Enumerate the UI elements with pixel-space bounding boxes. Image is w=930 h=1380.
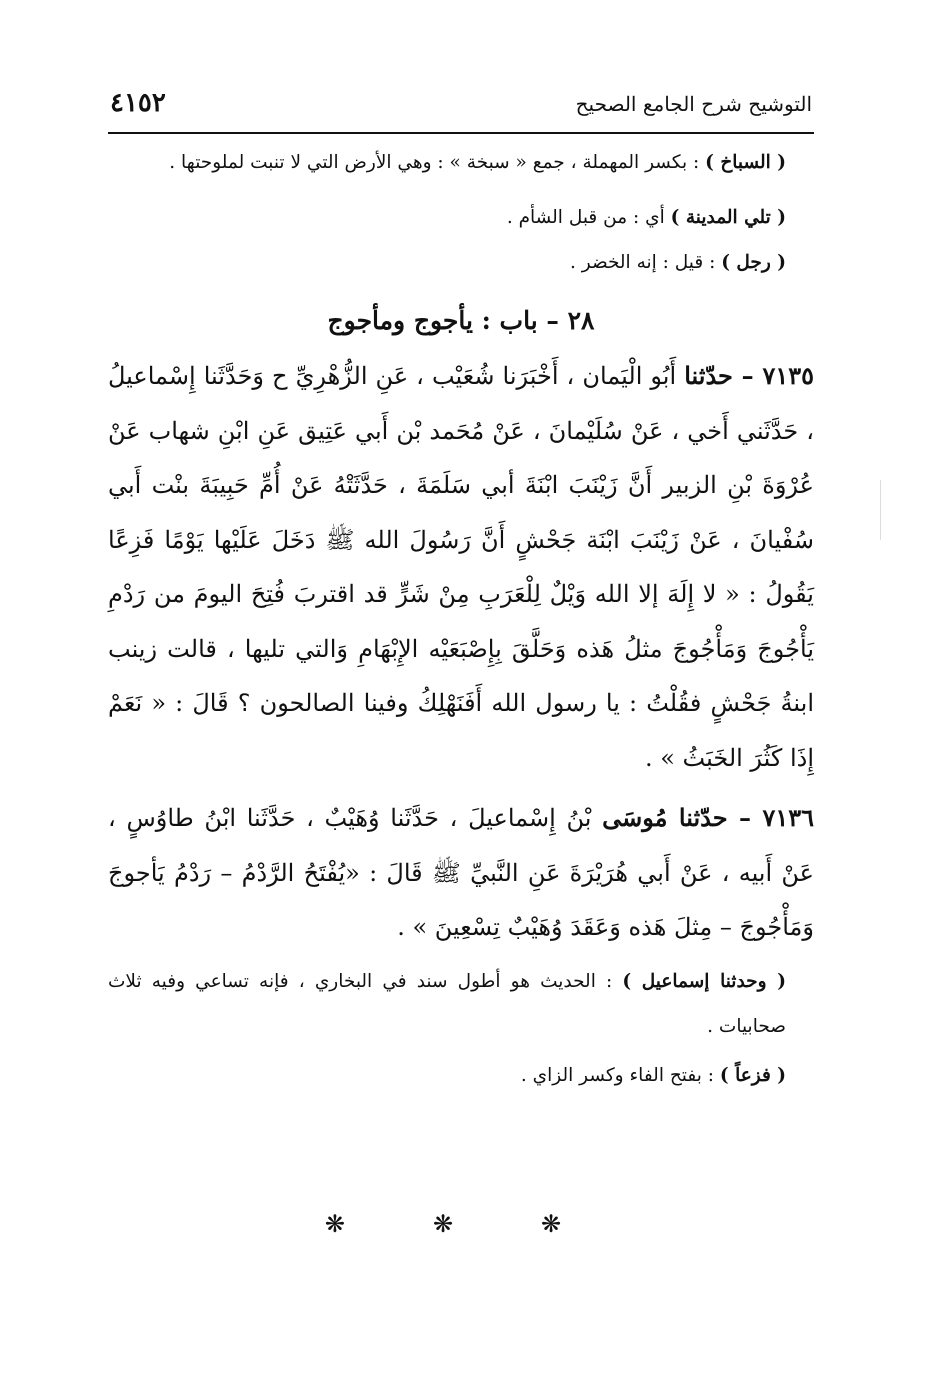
book-title: التوشيح شرح الجامع الصحيح: [575, 92, 812, 116]
hadith-number: ٧١٣٥: [762, 361, 814, 390]
note-fazian: [108, 1053, 814, 1098]
note-wa-haddathana-ismail: [108, 959, 814, 1049]
note-term: ( رجل ): [721, 252, 786, 273]
hadith-lead: – حدّثنا مُوسَى: [602, 803, 763, 832]
note-text: : الحديث هو أطول سند في البخاري ، فإنه تساعي وفيه ثلاث صحابيات .: [108, 970, 786, 1037]
note-term: ( فزعاً ): [719, 1064, 786, 1086]
asterism-glyph: ❋: [324, 1210, 389, 1238]
note-rajul: [108, 240, 814, 285]
note-term: ( وحدثنا إسماعيل ): [622, 970, 786, 992]
note-text: أي : من قبل الشأم .: [506, 207, 671, 228]
bottom-notes: [108, 959, 814, 1098]
top-notes: [108, 140, 814, 285]
note-term: ( السباخ ): [705, 152, 786, 173]
hadith-7136: [108, 791, 814, 955]
section-end-ornament: [0, 1210, 930, 1238]
running-header: [108, 88, 814, 134]
chapter-heading: ٢٨ – باب : يأجوج ومأجوج: [327, 306, 595, 335]
margin-line: [880, 480, 881, 540]
hadith-text: بْنُ إِسْماعيلَ ، حَدَّثَنا وُهَيْبٌ ، حَدَّثَنا ابْنُ طاوُسٍ ، عَنْ أَبيه ، عَنْ أَبي هُرَيْرَةَ عَنِ النَّبيِّ ﷺ قَالَ : «يُفْتَحُ الرَّدْمُ – رَدْمُ يَأجوجَ وَمَأْجُوجَ – مِثلَ هَذه وَعَقَدَ وُهَيْبٌ تِسْعِينَ » .: [108, 804, 814, 941]
hadith-text: أَبُو الْيَمان ، أَخْبَرَنا شُعَيْب ، عَنِ الزُّهْرِيِّ ح وَحَدَّثَنا إِسْماعيلُ ، حَدَّثَني أَخي ، عَنْ سُلَيْمانَ ، عَنْ مُحَمد بْن أَبي عَتِيق عَنِ ابْنِ شهاب عَنْ عُرْوَةَ بْنِ الزبير أَنَّ زَيْنَبَ ابْنَةَ أبي سَلَمَةَ ، حَدَّثَتْهُ عَنْ أُمِّ حَبِيبَةَ بنْت أَبي سُفْيانَ ، عَنْ زَيْنَبَ ابْنَة جَحْشٍ أَنَّ رَسُولَ الله ﷺ دَخَلَ عَلَيْها يَوْمًا فَزِعًا يَقُولُ : « لا إِلَهَ إلا الله وَيْلٌ لِلْعَرَبِ مِنْ شَرٍّ قد اقتربَ فُتِحَ اليومَ من رَدْمِ يَأْجُوجَ وَمَأْجُوجَ مثلُ هَذه وَحَلَّقَ بِإِصْبَعَيْه الإِبْهَامِ وَالتي تليها ، قالت زينب ابنةُ جَحْشٍ فقُلْتُ : يا رسول الله أَفَنَهْلِكُ وفينا الصالحون ؟ قَالَ : « نَعَمْ إِذَا كَثُرَ الخَبَثُ » .: [108, 362, 814, 772]
hadith-lead: – حدّثنا: [684, 361, 763, 390]
note-text: : قيل : إنه الخضر .: [569, 252, 722, 273]
hadith-7135: [108, 349, 814, 785]
note-text: : بفتح الفاء وكسر الزاي .: [520, 1064, 720, 1086]
note-text: : بكسر المهملة ، جمع « سبخة » : وهي الأرض التي لا تنبت لملوحتها .: [169, 152, 706, 173]
page-body: [108, 88, 814, 1098]
hadith-number: ٧١٣٦: [762, 803, 814, 832]
page-number: ٤١٥٢: [110, 88, 166, 118]
asterism-glyph: ❋: [432, 1210, 498, 1238]
asterism-glyph: ❋: [541, 1210, 606, 1238]
note-sibakh: [108, 140, 814, 185]
note-tali-al-madina: [108, 195, 814, 240]
note-term: ( تلي المدينة ): [670, 207, 786, 228]
